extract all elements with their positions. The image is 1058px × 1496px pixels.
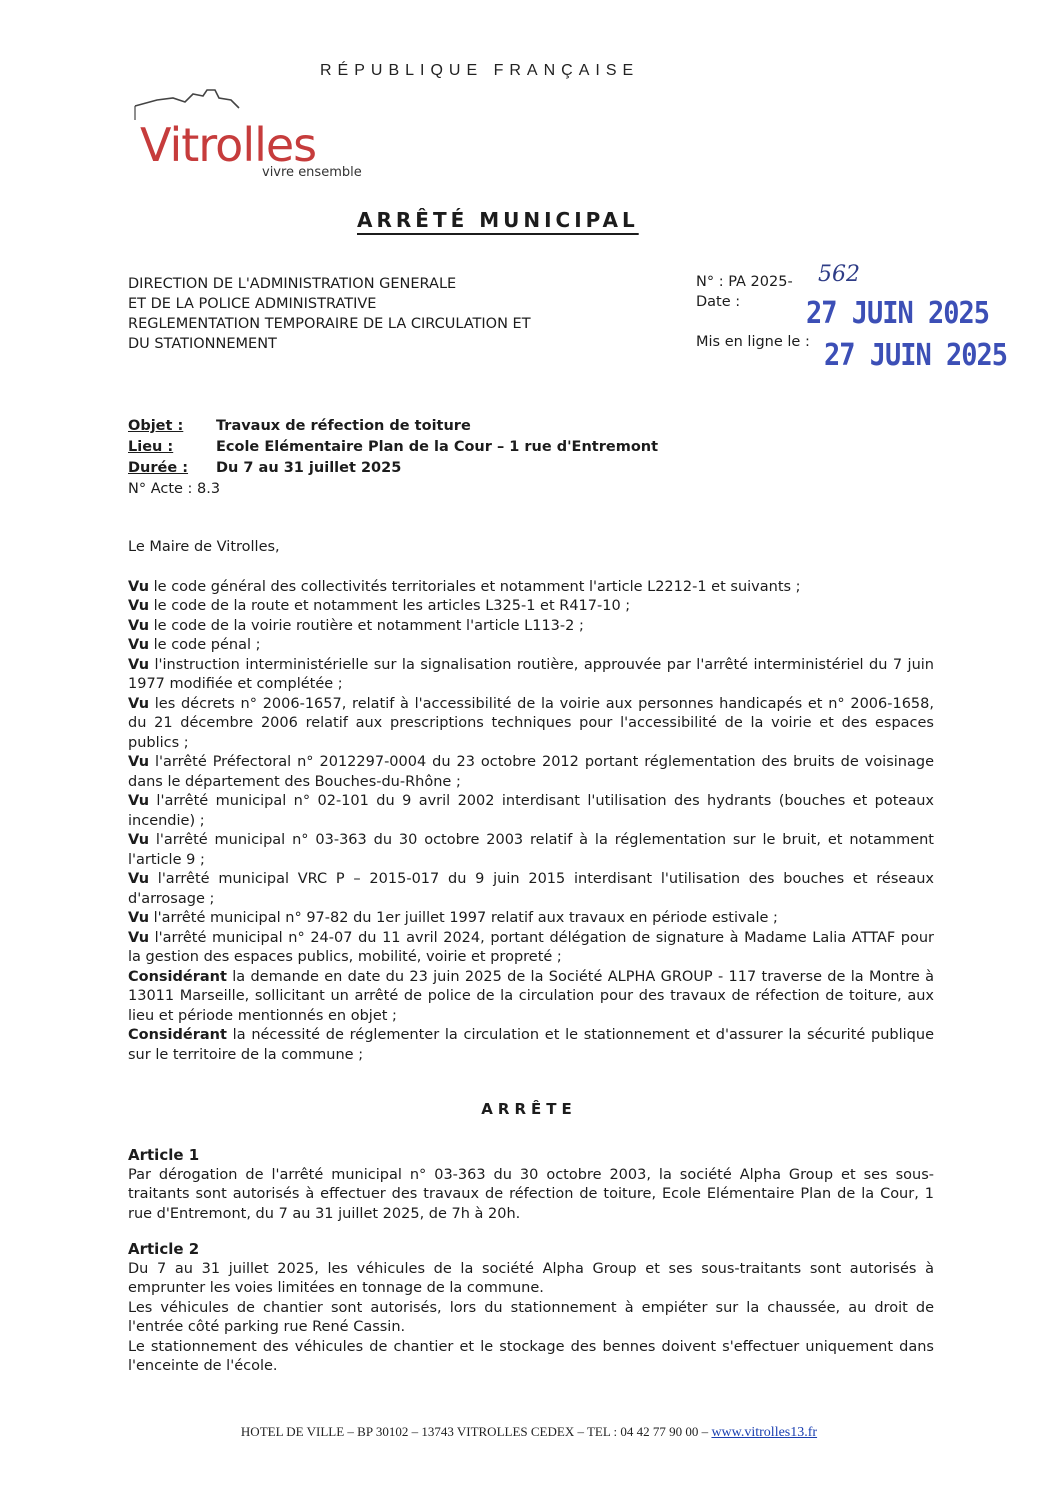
visa-keyword: Vu [128,656,150,673]
visa-text: le code général des collectivités territoriales et notamment l'article L2212-1 et suivants ; [149,578,801,595]
objet-label: Objet : [128,418,184,434]
visa-paragraph [128,578,934,598]
lieu-label: Lieu : [128,439,174,455]
visa-keyword: Vu [128,695,150,712]
duree-value: Du 7 au 31 juillet 2025 [216,460,402,476]
visa-keyword: Vu [128,578,150,595]
direction-block [128,274,531,354]
object-block [128,416,658,500]
visa-paragraph [128,636,934,656]
acte-number: N° Acte : 8.3 [128,481,221,497]
visa-paragraph [128,792,934,831]
visa-paragraph [128,929,934,968]
visa-keyword: Vu [128,637,150,653]
online-date-stamp: 27 JUIN 2025 [824,338,1008,373]
visa-paragraph [128,617,934,637]
visa-keyword: Vu [128,598,150,614]
article-title: Article 2 [128,1240,200,1258]
online-label: Mis en ligne le : [696,334,810,350]
duree-label: Durée : [128,460,189,476]
direction-line: ET DE LA POLICE ADMINISTRATIVE [128,296,377,312]
intro-line: Le Maire de Vitrolles, [128,539,280,555]
visa-keyword: Considérant [128,968,227,985]
visa-text: le code de la voirie routière et notamment l'article L113-2 ; [149,617,584,634]
page-title: ARRÊTÉ MUNICIPAL [357,208,639,232]
footer-address: HOTEL DE VILLE – BP 30102 – 13743 VITROLLES CEDEX – TEL : 04 42 77 90 00 – [240,1424,712,1439]
visa-paragraph [128,831,934,870]
visa-text: l'arrêté municipal n° 03-363 du 30 octobre 2003 relatif à la réglementation sur le bruit, et notamment l'article 9 ; [128,832,934,868]
article [128,1240,934,1377]
visa-paragraph [128,1026,934,1065]
direction-line: REGLEMENTATION TEMPORAIRE DE LA CIRCULATION ET [128,316,531,332]
visa-keyword: Vu [128,929,150,946]
visas-list [128,578,934,1066]
visa-paragraph [128,870,934,909]
visa-text: les décrets n° 2006-1657, relatif à l'accessibilité de la voirie aux personnes handicapés et n° 2006-1658, du 21 décembre 2006 relatif aux prescriptions techniques pour l'accessibilité de la voirie et des espaces publics ; [128,695,934,751]
visa-keyword: Vu [128,910,150,926]
visa-text: l'arrêté municipal n° 24-07 du 11 avril 2024, portant délégation de signature à Madame Lalia ATTAF pour la gestion des espaces publics, mobilité, voirie et propreté ; [128,929,934,965]
visa-text: l'arrêté municipal n° 02-101 du 9 avril 2002 interdisant l'utilisation des hydrants (bouches et poteaux incendie) ; [128,793,934,829]
date-stamp: 27 JUIN 2025 [806,296,990,331]
arrete-heading: ARRÊTE [481,1100,577,1118]
visa-paragraph [128,909,934,929]
visa-text: l'instruction interministérielle sur la signalisation routière, approuvée par l'arrêté interministériel du 7 juin 1977 modifiée et complétée ; [128,656,934,692]
visa-text: l'arrêté municipal VRC P – 2015-017 du 9 juin 2015 interdisant l'utilisation des bouches et réseaux d'arrosage ; [128,871,934,907]
republique-francaise: RÉPUBLIQUE FRANÇAISE [320,62,640,79]
visa-text: l'arrêté municipal n° 97-82 du 1er juillet 1997 relatif aux travaux en période estivale ; [149,910,778,926]
website-link[interactable]: www.vitrolles13.fr [711,1425,818,1440]
lieu-value: Ecole Elémentaire Plan de la Cour – 1 rue d'Entremont [216,439,659,455]
visa-keyword: Vu [128,871,150,887]
direction-line: DU STATIONNEMENT [128,336,277,352]
reference-block [696,272,810,352]
numero-label: N° : PA 2025- [696,274,793,290]
article [128,1146,934,1224]
article-title: Article 1 [128,1146,200,1164]
articles-section [128,1146,934,1393]
visa-keyword: Vu [128,617,150,634]
preamble [128,538,934,1065]
article-paragraph: Les véhicules de chantier sont autorisés, lors du stationnement à empiéter sur la chaussée, au droit de l'entrée côté parking rue René Cassin. [128,1299,934,1335]
visa-text: la demande en date du 23 juin 2025 de la Société ALPHA GROUP - 117 traverse de la Montre à 13011 Marseille, sollicitant un arrêté de police de la circulation pour des travaux de réfection de toiture, aux lieu et période mentionnés en objet ; [128,968,934,1024]
visa-paragraph [128,597,934,617]
visa-paragraph [128,968,934,1027]
visa-keyword: Considérant [128,1027,227,1043]
visa-paragraph [128,656,934,695]
visa-paragraph [128,695,934,754]
logo-tagline: vivre ensemble [262,165,362,180]
visa-text: l'arrêté Préfectoral n° 2012297-0004 du 23 octobre 2012 portant réglementation des bruits de voisinage dans le département des Bouches-du-Rhône ; [128,754,934,790]
logo-wordmark: Vitrolles [140,118,317,172]
visa-keyword: Vu [128,793,150,809]
article-paragraph: Du 7 au 31 juillet 2025, les véhicules de la société Alpha Group et ses sous-traitants sont autorisés à emprunter les voies limitées en tonnage de la commune. [128,1260,934,1296]
date-label: Date : [696,294,741,310]
visa-keyword: Vu [128,754,150,770]
visa-paragraph [128,753,934,792]
visa-keyword: Vu [128,832,150,848]
article-paragraph: Par dérogation de l'arrêté municipal n° 03-363 du 30 octobre 2003, la société Alpha Group et ses sous-traitants sont autorisés à effectuer des travaux de réfection de toiture, Ecole Elémentaire Plan de la Cour, 1 rue d'Entremont, du 7 au 31 juillet 2025, de 7h à 20h. [128,1166,934,1222]
objet-value: Travaux de réfection de toiture [216,418,471,434]
visa-text: le code de la route et notamment les articles L325-1 et R417-10 ; [149,598,631,614]
visa-text: la nécessité de réglementer la circulation et le stationnement et d'assurer la sécurité publique sur le territoire de la commune ; [128,1027,934,1063]
visa-text: le code pénal ; [149,637,261,653]
direction-line: DIRECTION DE L'ADMINISTRATION GENERALE [128,276,457,292]
footer [0,1424,1058,1441]
numero-handwritten: 562 [818,262,860,287]
article-paragraph: Le stationnement des véhicules de chantier et le stockage des bennes doivent s'effectuer uniquement dans l'enceinte de l'école. [128,1338,934,1374]
